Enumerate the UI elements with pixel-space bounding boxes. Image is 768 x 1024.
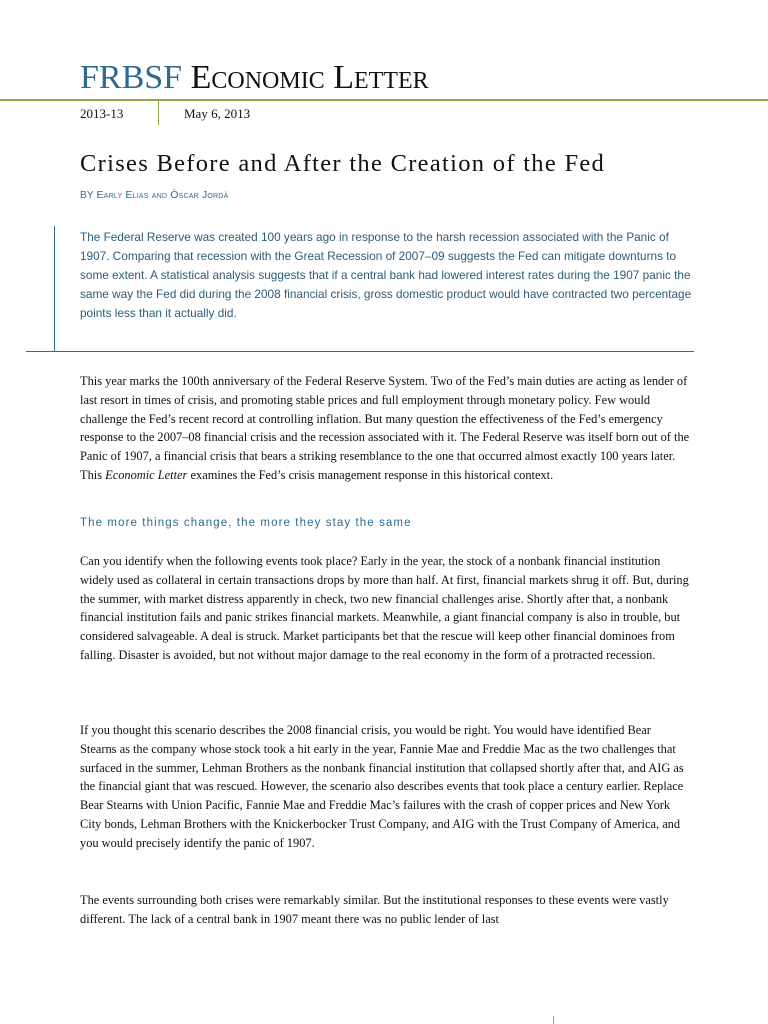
issue-divider <box>158 101 159 125</box>
intro-text-before: This year marks the 100th anniversary of the Federal Reserve System. Two of the Fed’s main duties are acting as lender of last resort in times of crisis, and promoting stable prices and full employment through monetary policy. Few would challenge the Fed’s recent record at controlling inflation. But many question the effectiveness of the Fed’s emergency response to the 2007–08 financial crisis and the recession associated with it. The Federal Reserve was itself born out of the Panic of 1907, a financial crisis that bears a striking resemblance to the one that occurred almost exactly 100 years later. This <box>80 374 690 482</box>
body-paragraph: The events surrounding both crises were remarkably similar. But the institutional responses to these events were vastly different. The lack of a central bank in 1907 meant there was no public lender of last <box>80 893 669 926</box>
byline <box>80 189 228 201</box>
body-paragraph: If you thought this scenario describes the 2008 financial crisis, you would be right. You would have identified Bear Stearns as the company whose stock took a hit early in the year, Fannie Mae and Freddie Mac as the two challenges that surfaced in the summer, Lehman Brothers as the nonbank financial institution that collapsed shortly after that, and AIG as the financial giant that was rescued. However, the scenario also describes events that took place a century earlier. Replace Bear Stearns with Union Pacific, Fannie Mae and Freddie Mac’s failures with the crash of copper prices and New York City bonds, Lehman Brothers with the Knickerbocker Trust Company, and AIG with the Trust Company of America, and you would precisely identify the panic of 1907. <box>80 723 684 850</box>
header-rule <box>0 99 768 101</box>
issue-date: May 6, 2013 <box>184 106 251 121</box>
intro-paragraph <box>80 372 690 485</box>
masthead <box>80 58 429 98</box>
masthead-brand: FRBSF <box>80 59 183 96</box>
summary-rule <box>26 351 694 352</box>
section-heading: The more things change, the more they stay the same <box>80 517 412 529</box>
byline-authors: Early Elias and Òscar Jordà <box>96 189 229 201</box>
article-title: Crises Before and After the Creation of the Fed <box>80 150 606 177</box>
summary-bar <box>54 226 55 352</box>
intro-emphasis: Economic Letter <box>105 467 188 482</box>
issue-number: 2013-13 <box>80 106 124 121</box>
masthead-publication: Economic Letter <box>190 59 429 96</box>
byline-prefix: BY <box>80 190 94 201</box>
article-summary: The Federal Reserve was created 100 years ago in response to the harsh recession associated with the Panic of 1907. Comparing that recession with the Great Recession of 2007–09 suggests the Fed can mitigate downturns to some extent. A statistical analysis suggests that if a central bank had lowered interest rates during the 1907 panic the same way the Fed did during the 2008 financial crisis, gross domestic product would have contracted two percentage points less than it actually did. <box>80 230 692 320</box>
body-paragraph: Can you identify when the following events took place? Early in the year, the stock of a nonbank financial institution widely used as collateral in certain transactions drops by more than half. At first, financial markets shrug it off. But, during the summer, with market distress apparently in check, two new financial challenges arise. Shortly after that, a nonbank financial institution fails and panic strikes financial markets. Meanwhile, a giant financial company is also in trouble, but considered salvageable. A deal is struck. Market participants bet that the rescue will keep other financial dominoes from falling. Disaster is avoided, but not without major damage to the real economy in the form of a protracted recession. <box>80 554 689 662</box>
footer-tick <box>553 1016 554 1024</box>
intro-text-after: examines the Fed’s crisis management response in this historical context. <box>190 467 554 482</box>
